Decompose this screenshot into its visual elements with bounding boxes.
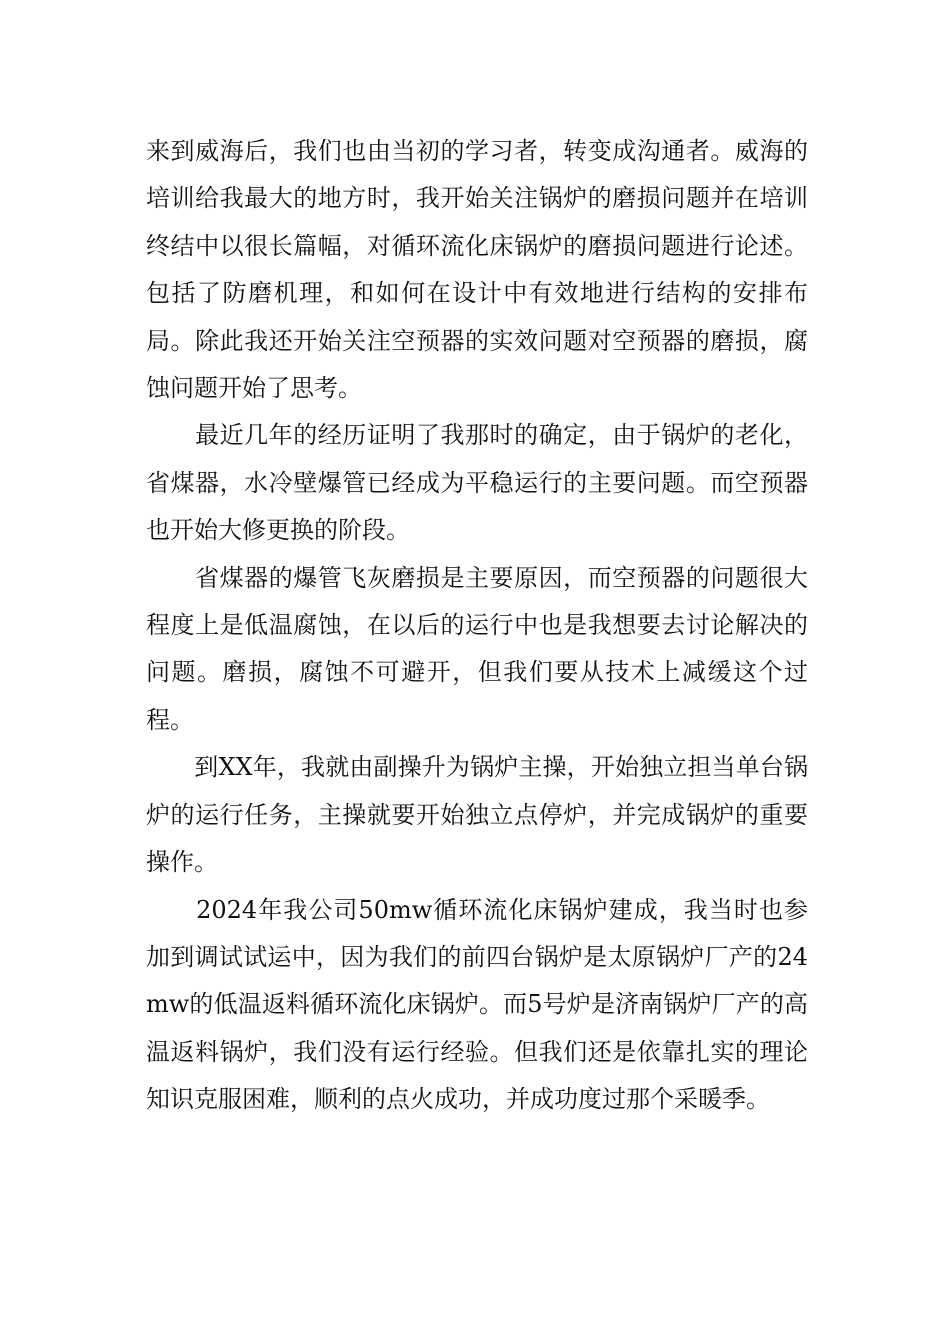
paragraph-1: 来到威海后，我们也由当初的学习者，转变成沟通者。威海的培训给我最大的地方时，我开始关注锅炉的磨损问题并在培训终结中以很长篇幅，对循环流化床锅炉的磨损问题进行论述。包括了防磨机理，和如何在设计中有效地进行结构的安排布局。除此我还开始关注空预器的实效问题对空预器的磨损，腐蚀问题开始了思考。 — [146, 137, 808, 403]
paragraph-5: 2024年我公司50mw循环流化床锅炉建成，我当时也参加到调试试运中，因为我们的前四台锅炉是太原锅炉厂产的24mw的低温返料循环流化床锅炉。而5号炉是济南锅炉厂产的高温返料锅炉，我们没有运行经验。但我们还是依靠扎实的理论知识克服困难，顺利的点火成功，并成功度过那个采暖季。 — [146, 895, 808, 1114]
document-body — [146, 128, 808, 1124]
paragraph-4: 到XX年，我就由副操升为锅炉主操，开始独立担当单台锅炉的运行任务，主操就要开始独立点停炉，并完成锅炉的重要操作。 — [146, 753, 808, 877]
paragraph-2: 最近几年的经历证明了我那时的确定，由于锅炉的老化，省煤器，水冷壁爆管已经成为平稳运行的主要问题。而空预器也开始大修更换的阶段。 — [146, 421, 808, 545]
paragraph-3: 省煤器的爆管飞灰磨损是主要原因，而空预器的问题很大程度上是低温腐蚀，在以后的运行中也是我想要去讨论解决的问题。磨损，腐蚀不可避开，但我们要从技术上减缓这个过程。 — [146, 563, 808, 734]
